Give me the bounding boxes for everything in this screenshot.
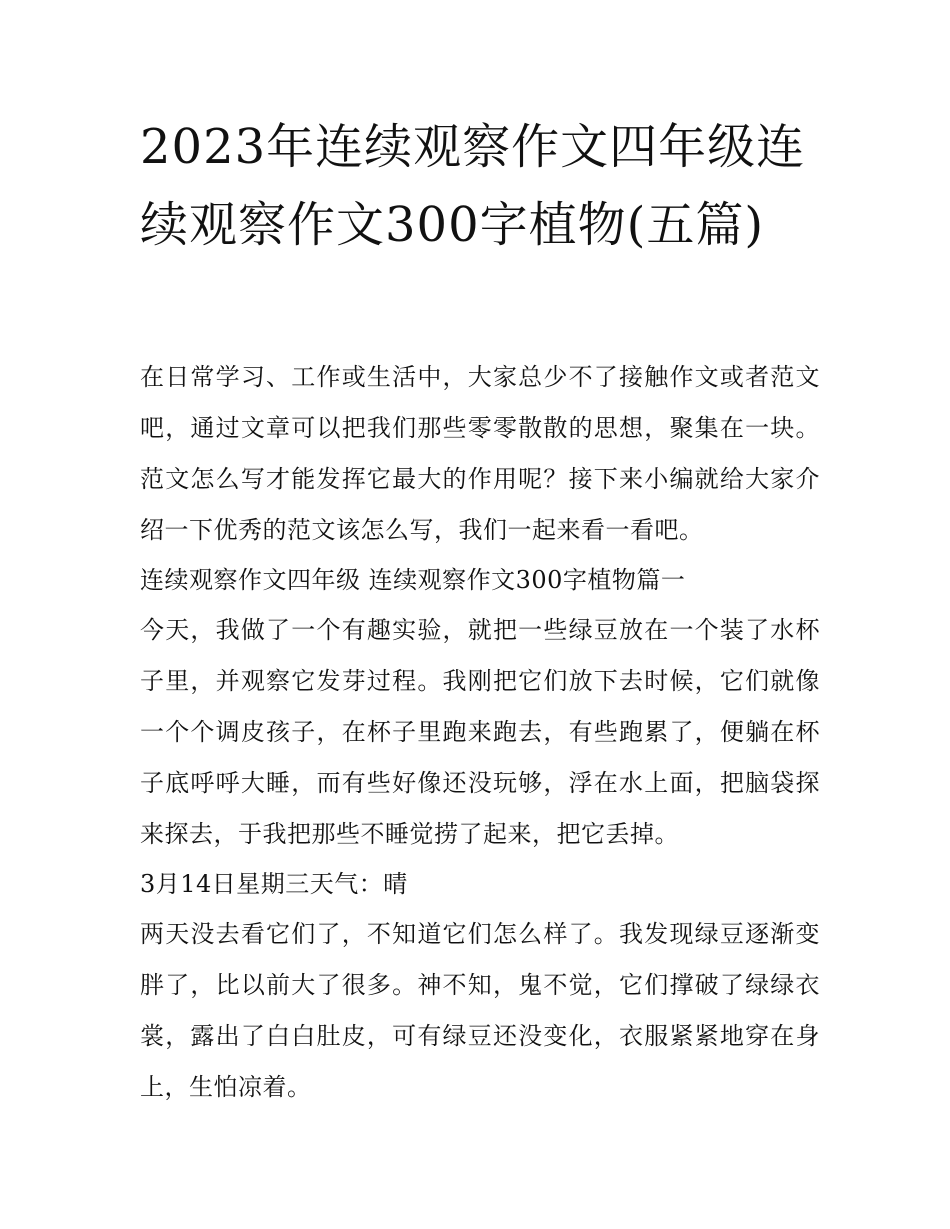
intro-paragraph: 在日常学习、工作或生活中，大家总少不了接触作文或者范文吧，通过文章可以把我们那些零零散散的思想，聚集在一块。范文怎么写才能发挥它最大的作用呢？接下来小编就给大家介绍一下优秀的范文该怎么写，我们一起来看一看吧。	[140, 363, 820, 544]
document-body	[140, 352, 820, 1113]
document-title: 2023年连续观察作文四年级连续观察作文300字植物(五篇)	[140, 119, 806, 253]
body-paragraph: 两天没去看它们了，不知道它们怎么样了。我发现绿豆逐渐变胖了，比以前大了很多。神不知，鬼不觉，它们撑破了绿绿衣裳，露出了白白肚皮，可有绿豆还没变化，衣服紧紧地穿在身上，生怕凉着。	[140, 920, 820, 1101]
body-paragraph: 今天，我做了一个有趣实验，就把一些绿豆放在一个装了水杯子里，并观察它发芽过程。我刚把它们放下去时候，它们就像一个个调皮孩子，在杯子里跑来跑去，有些跑累了，便躺在杯子底呼呼大睡，而有些好像还没玩够，浮在水上面，把脑袋探来探去，于我把那些不睡觉捞了起来，把它丢掉。	[140, 616, 820, 848]
section-heading: 连续观察作文四年级 连续观察作文300字植物篇一	[140, 566, 686, 594]
diary-date-line: 3月14日星期三天气：晴	[140, 870, 408, 898]
